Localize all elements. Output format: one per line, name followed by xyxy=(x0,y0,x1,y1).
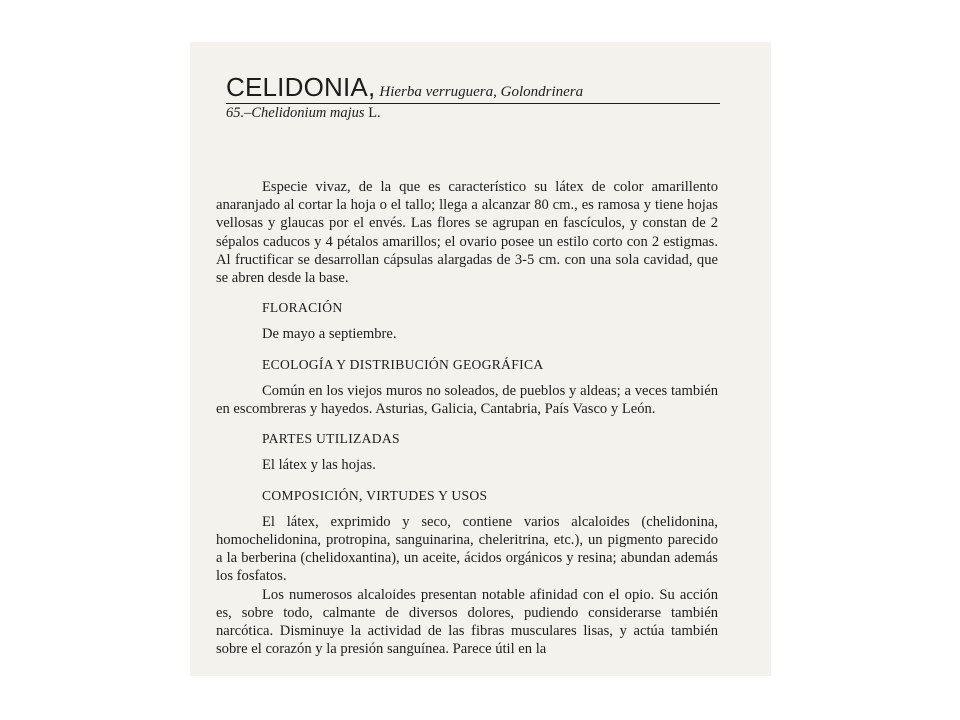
heading-floracion: FLORACIÓN xyxy=(262,300,343,316)
common-names: Hierba verruguera, Golondrinera xyxy=(379,84,584,100)
ecologia-text: Común en los viejos muros no soleados, de pueblos y aldeas; a veces también en escombreras y hayedos. Asturias, Galicia, Cantabria, País Vasco y León. xyxy=(216,382,718,418)
entry-title xyxy=(226,72,583,103)
entry-body xyxy=(216,178,718,658)
heading-ecologia: ECOLOGÍA Y DISTRIBUCIÓN GEOGRÁFICA xyxy=(262,356,544,372)
entry-number: 65.– xyxy=(226,105,252,121)
description-paragraph: Especie vivaz, de la que es característico su látex de color amarillento anaranjado al cortar la hoja o el tallo; llega a alcanzar 80 cm., es ramosa y tiene hojas vellosas y glaucas por el envés. Las flores se agrupan en fascículos, y constan de 2 sépalos caducos y 4 pétalos amarillos; el ovario posee un estilo corto con 2 estigmas. Al fructificar se desarrollan cápsulas alargadas de 3-5 cm. con una sola cavidad, que se abren desde la base. xyxy=(216,179,718,287)
title-rule xyxy=(226,103,720,104)
heading-partes: PARTES UTILIZADAS xyxy=(262,431,400,447)
floracion-text: De mayo a septiembre. xyxy=(262,326,397,343)
author-abbrev: L. xyxy=(368,105,381,121)
scientific-name: Chelidonium majus xyxy=(251,105,365,121)
heading-composicion: COMPOSICIÓN, VIRTUDES Y USOS xyxy=(262,487,488,503)
species-line xyxy=(226,105,381,122)
scanned-page xyxy=(190,42,771,676)
partes-text: El látex y las hojas. xyxy=(262,457,376,474)
composicion-paragraph-1: El látex, exprimido y seco, contiene varios alcaloides (chelidonina, homochelidonina, protropina, sanguinarina, cheleritrina, etc.), un pigmento parecido a la berberina (chelidoxantina), un aceite, ácidos orgánicos y resina; abundan además los fosfatos. xyxy=(216,513,718,585)
plant-name: CELIDONIA, xyxy=(226,72,376,102)
composicion-paragraph-2: Los numerosos alcaloides presentan notable afinidad con el opio. Su acción es, sobre todo, calmante de diversos dolores, pudiendo considerarse también narcótica. Disminuye la actividad de las fibras musculares lisas, y actúa también sobre el corazón y la presión sanguínea. Parece útil en la xyxy=(216,586,718,658)
